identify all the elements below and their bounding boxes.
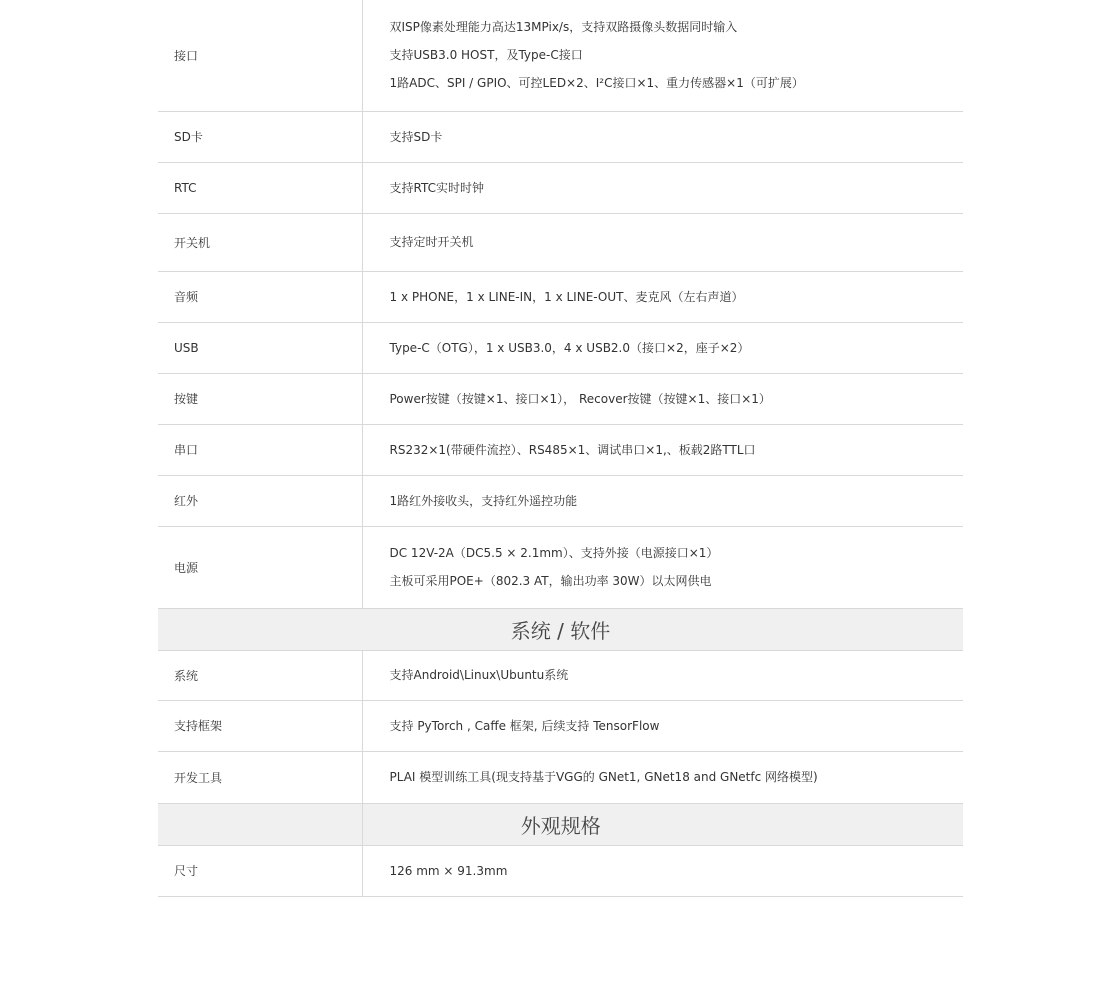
spec-label: SD卡 <box>158 111 362 162</box>
spec-value <box>362 271 963 322</box>
spec-label: 音频 <box>158 271 362 322</box>
spec-row-size <box>158 845 963 896</box>
spec-value <box>362 162 963 213</box>
spec-value-line: Power按键（按键×1、接口×1）， Recover按键（按键×1、接口×1） <box>389 391 771 406</box>
spec-value <box>362 213 963 271</box>
spec-value-line: 支持SD卡 <box>389 129 443 144</box>
spec-value <box>362 845 963 896</box>
spec-table <box>158 0 963 897</box>
spec-row-serial <box>158 424 963 475</box>
section-title: 系统 / 软件 <box>158 608 963 650</box>
spec-row-os <box>158 650 963 700</box>
spec-label: USB <box>158 322 362 373</box>
spec-value-line: RS232×1(带硬件流控）、RS485×1、调试串口×1,、板载2路TTL口 <box>389 442 756 457</box>
spec-value-line: 支持Android\Linux\Ubuntu系统 <box>389 668 569 682</box>
spec-row-buttons <box>158 373 963 424</box>
spec-value <box>362 322 963 373</box>
section-header-blank <box>158 803 362 845</box>
spec-value-line: 支持USB3.0 HOST，及Type-C接口 <box>389 48 583 63</box>
section-title: 外观规格 <box>362 803 963 845</box>
spec-label: 开关机 <box>158 213 362 271</box>
spec-value-line: 1路红外接收头，支持红外遥控功能 <box>389 493 578 508</box>
spec-value-line: 主板可采用POE+（802.3 AT，输出功率 30W）以太网供电 <box>389 574 712 588</box>
spec-label: 支持框架 <box>158 700 362 751</box>
spec-value-line: PLAI 模型训练工具(现支持基于VGG的 GNet1, GNet18 and GNetfc 网络模型) <box>389 770 818 784</box>
spec-label: 接口 <box>158 0 362 111</box>
spec-row-dev-tools <box>158 751 963 803</box>
spec-row-usb <box>158 322 963 373</box>
spec-row-power-supply <box>158 526 963 608</box>
spec-row-power-switch <box>158 213 963 271</box>
spec-label: 按键 <box>158 373 362 424</box>
spec-row-infrared <box>158 475 963 526</box>
section-header-appearance <box>158 803 963 845</box>
spec-row-interface <box>158 0 963 111</box>
spec-value <box>362 424 963 475</box>
spec-value-line: Type-C（OTG），1 x USB3.0，4 x USB2.0（接口×2，座子×2） <box>389 340 750 355</box>
spec-value-line: 支持RTC实时时钟 <box>389 180 484 195</box>
spec-value <box>362 650 963 700</box>
spec-row-sd <box>158 111 963 162</box>
spec-label: 串口 <box>158 424 362 475</box>
spec-label: 电源 <box>158 526 362 608</box>
spec-value <box>362 700 963 751</box>
spec-label: 尺寸 <box>158 845 362 896</box>
spec-value <box>362 475 963 526</box>
spec-value-line: 双ISP像素处理能力高达13MPix/s，支持双路摄像头数据同时输入 <box>389 20 738 35</box>
spec-value-line: 支持 PyTorch , Caffe 框架, 后续支持 TensorFlow <box>389 718 660 733</box>
spec-row-audio <box>158 271 963 322</box>
spec-value-line: 支持定时开关机 <box>389 235 474 249</box>
spec-value-line: 1路ADC、SPI / GPIO、可控LED×2、I²C接口×1、重力传感器×1（可扩展） <box>389 76 804 91</box>
spec-label: 系统 <box>158 650 362 700</box>
spec-label: RTC <box>158 162 362 213</box>
spec-value-line: 1 x PHONE，1 x LINE-IN，1 x LINE-OUT、麦克风（左右声道） <box>389 289 744 304</box>
section-header-software <box>158 608 963 650</box>
spec-value <box>362 751 963 803</box>
spec-value <box>362 111 963 162</box>
spec-row-framework <box>158 700 963 751</box>
spec-label: 开发工具 <box>158 751 362 803</box>
spec-value-line: DC 12V-2A（DC5.5 × 2.1mm）、支持外接（电源接口×1） <box>389 546 719 560</box>
spec-value <box>362 0 963 111</box>
spec-value-line: 126 mm × 91.3mm <box>389 863 508 878</box>
spec-value <box>362 373 963 424</box>
spec-value <box>362 526 963 608</box>
spec-row-rtc <box>158 162 963 213</box>
spec-label: 红外 <box>158 475 362 526</box>
